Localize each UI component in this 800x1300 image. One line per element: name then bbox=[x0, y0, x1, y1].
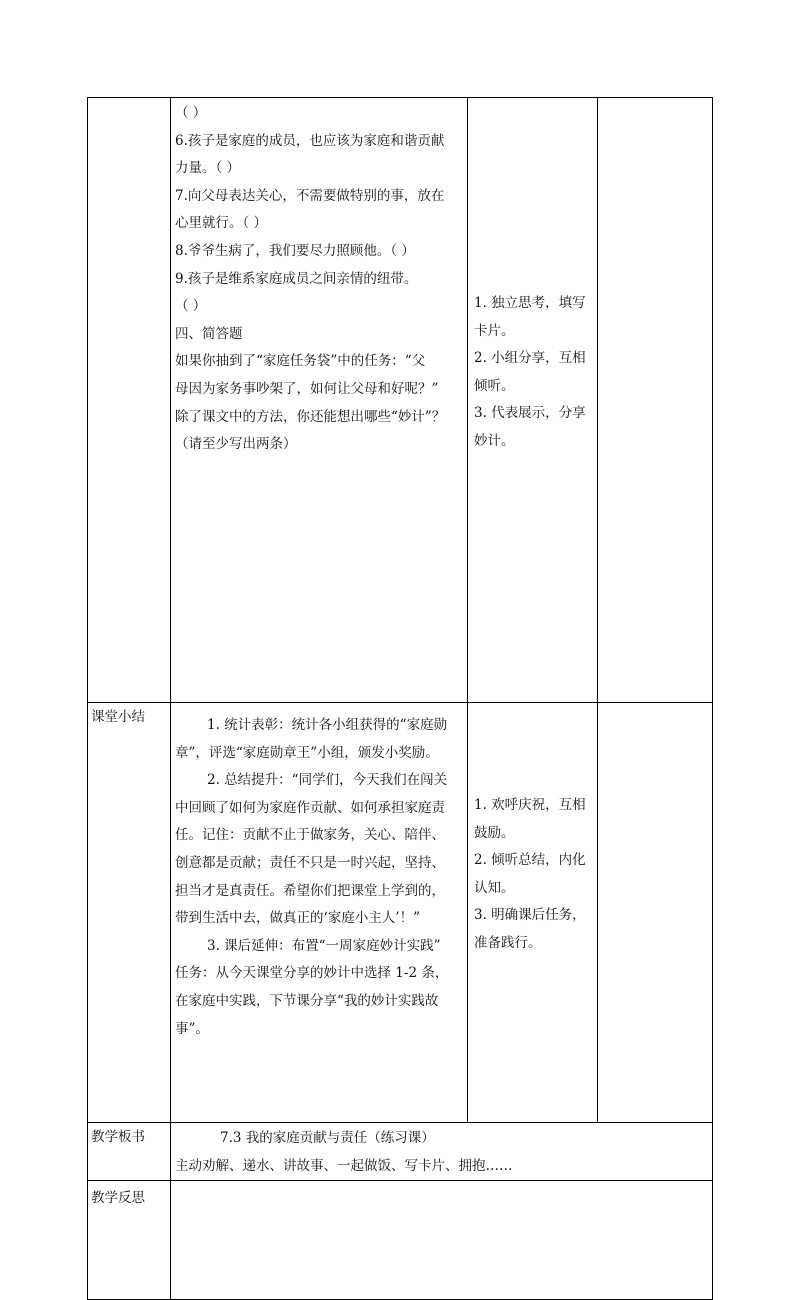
content-line: 任。记住：贡献不止于做家务，关心、陪伴、 bbox=[175, 827, 445, 844]
content-line: 带到生活中去，做真正的‘家庭小主人’！” bbox=[175, 910, 420, 927]
lesson-plan-table bbox=[87, 97, 713, 1300]
reflection-content-cell bbox=[171, 1181, 713, 1300]
board-label-cell bbox=[88, 1123, 171, 1181]
board-row bbox=[88, 1123, 713, 1181]
row-label: 课堂小结 bbox=[91, 709, 145, 725]
student-line: 认知。 bbox=[474, 879, 515, 896]
practice-label-cell bbox=[88, 98, 171, 703]
board-items: 主动劝解、递水、讲故事、一起做饭、写卡片、拥抱…… bbox=[175, 1157, 513, 1174]
content-line: 8.爷爷生病了，我们要尽力照顾他。（ ） bbox=[175, 242, 415, 259]
content-line: 7.向父母表达关心，不需要做特别的事，放在 bbox=[175, 187, 445, 204]
student-line: 鼓励。 bbox=[474, 824, 515, 841]
student-line: 1. 欢呼庆祝，互相 bbox=[474, 797, 586, 813]
row-label: 教学板书 bbox=[91, 1129, 145, 1145]
summary-label-cell bbox=[88, 703, 171, 1123]
student-line: 准备践行。 bbox=[474, 934, 542, 951]
content-line: 心里就行。（ ） bbox=[175, 215, 268, 232]
student-line: 卡片。 bbox=[474, 322, 515, 339]
summary-extra-cell bbox=[598, 703, 713, 1123]
board-content-cell bbox=[171, 1123, 713, 1181]
content-line: 任务：从今天课堂分享的妙计中选择 1-2 条， bbox=[175, 965, 449, 982]
content-line: 3. 课后延伸：布置“一周家庭妙计实践” bbox=[207, 937, 441, 954]
reflection-row bbox=[88, 1181, 713, 1300]
student-line: 妙计。 bbox=[474, 432, 515, 449]
content-line: 6.孩子是家庭的成员，也应该为家庭和谐贡献 bbox=[175, 132, 445, 149]
summary-student-activity-cell bbox=[468, 703, 598, 1123]
content-line: 除了课文中的方法，你还能想出哪些“妙计”？ bbox=[175, 408, 446, 425]
content-line: 事”。 bbox=[175, 1020, 209, 1037]
content-line: 创意都是贡献；责任不只是一时兴起，坚持、 bbox=[175, 854, 445, 871]
reflection-label-cell bbox=[88, 1181, 171, 1300]
content-line: 在家庭中实践，下节课分享“我的妙计实践故 bbox=[175, 992, 439, 1009]
student-line: 2. 小组分享，互相 bbox=[474, 350, 586, 367]
student-line: 1. 独立思考，填写 bbox=[474, 295, 586, 311]
practice-row bbox=[88, 98, 713, 703]
practice-extra-cell bbox=[598, 98, 713, 703]
section-heading: 四、简答题 bbox=[175, 325, 243, 342]
student-line: 3. 代表展示，分享 bbox=[474, 405, 586, 422]
row-label: 教学反思 bbox=[91, 1190, 145, 1207]
content-line: 章”，评选“家庭勋章王”小组，颁发小奖励。 bbox=[175, 744, 439, 761]
content-line: 母因为家务事吵架了，如何让父母和好呢？” bbox=[175, 380, 439, 397]
summary-content-cell bbox=[171, 703, 468, 1123]
content-line: 2. 总结提升：“同学们，今天我们在闯关 bbox=[207, 772, 448, 789]
board-title: 7.3 我的家庭贡献与责任（练习课） bbox=[220, 1130, 435, 1146]
student-line: 3. 明确课后任务， bbox=[474, 907, 586, 924]
summary-row bbox=[88, 703, 713, 1123]
practice-content-cell bbox=[171, 98, 468, 703]
content-line: 如果你抽到了“家庭任务袋”中的任务：“父 bbox=[175, 353, 426, 370]
content-line: 1. 统计表彰：统计各小组获得的“家庭勋 bbox=[207, 717, 448, 733]
student-line: 2. 倾听总结，内化 bbox=[474, 852, 586, 869]
practice-student-activity-cell bbox=[468, 98, 598, 703]
content-line: 中回顾了如何为家庭作贡献、如何承担家庭责 bbox=[175, 799, 445, 816]
content-line: （ ） bbox=[175, 298, 207, 315]
content-line: 9.孩子是维系家庭成员之间亲情的纽带。 bbox=[175, 270, 418, 287]
content-line: 担当才是真责任。希望你们把课堂上学到的， bbox=[175, 882, 445, 899]
content-line: 力量。（ ） bbox=[175, 160, 241, 177]
content-line: （请至少写出两条） bbox=[175, 436, 297, 453]
student-line: 倾听。 bbox=[474, 377, 515, 394]
content-line: （ ） bbox=[175, 105, 207, 121]
